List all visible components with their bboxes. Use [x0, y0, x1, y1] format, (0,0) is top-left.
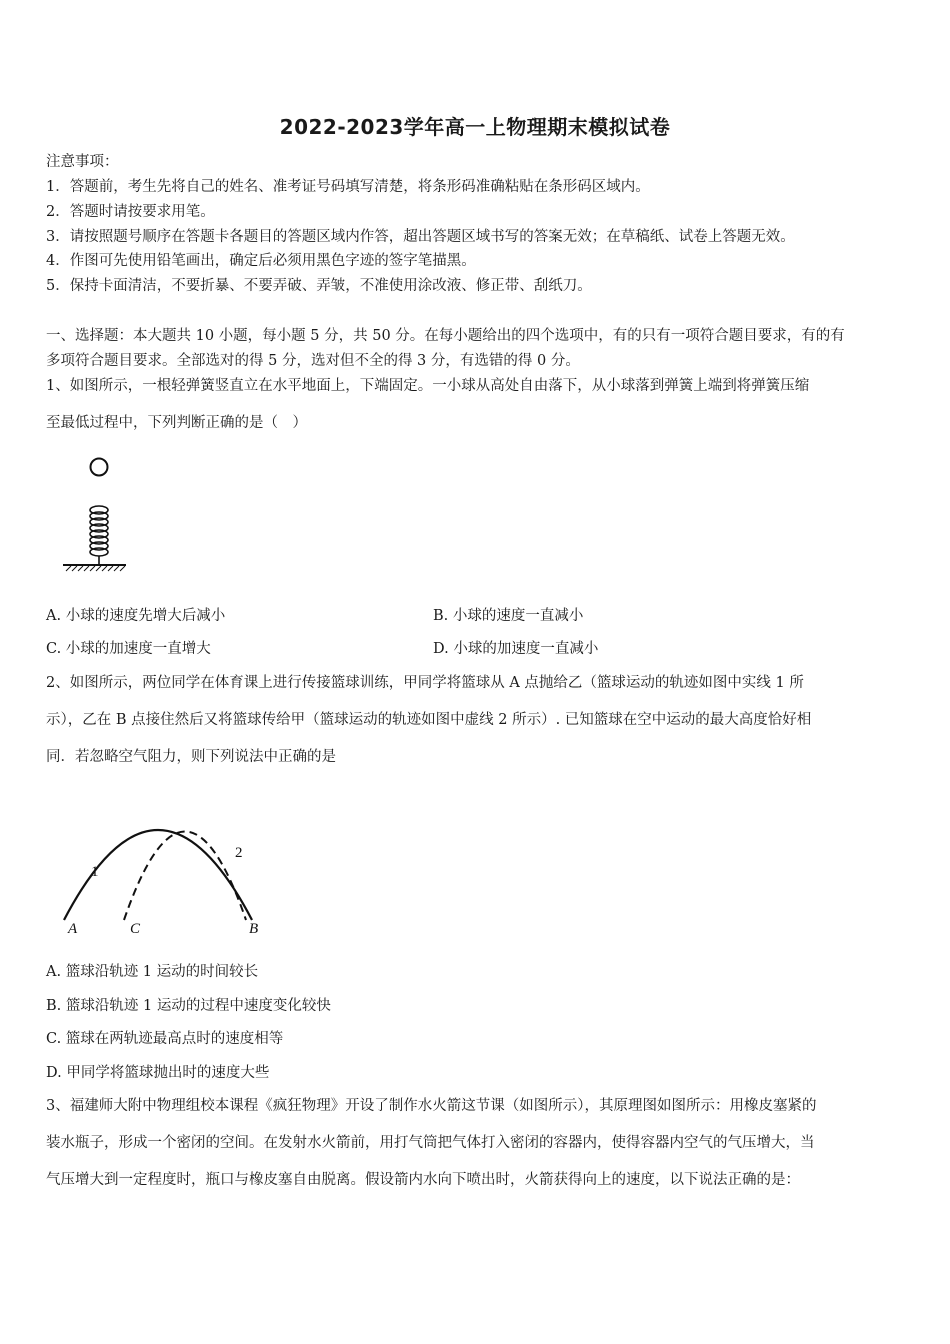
point-b-label: B: [249, 921, 259, 937]
ground-icon: [63, 565, 126, 571]
question-2-stem: 2、如图所示，两位同学在体育课上进行传接篮球训练，甲同学将篮球从 A 点抛给乙（篮球运动的轨迹如图中实线 1 所: [46, 675, 804, 691]
notice-item: 3．请按照题号顺序在答题卡各题目的答题区域内作答，超出答题区域书写的答案无效；在草稿纸、试卷上答题无效。: [46, 229, 795, 245]
question-1-stem: 1、如图所示，一根轻弹簧竖直立在水平地面上，下端固定。一小球从高处自由落下，从小球落到弹簧上端到将弹簧压缩: [46, 378, 810, 394]
question-3-stem: 装水瓶子，形成一个密闭的空间。在发射水火箭前，用打气筒把气体打入密闭的容器内，使得容器内空气的气压增大，当: [46, 1135, 815, 1151]
point-c-label: C: [130, 921, 141, 937]
trajectory-2-dashed: [124, 832, 246, 921]
option-a: A. 篮球沿轨迹 1 运动的时间较长: [46, 964, 259, 980]
option-b: B. 篮球沿轨迹 1 运动的过程中速度变化较快: [46, 998, 331, 1014]
option-d: D. 甲同学将篮球抛出时的速度大些: [46, 1065, 270, 1081]
option-c: C. 小球的加速度一直增大: [46, 641, 211, 657]
ball-icon: [91, 459, 108, 476]
point-a-label: A: [68, 921, 78, 937]
notice-heading: 注意事项：: [46, 154, 119, 170]
option-a: A. 小球的速度先增大后减小: [46, 608, 226, 624]
question-1-stem: 至最低过程中，下列判断正确的是（ ）: [46, 415, 307, 431]
option-b: B. 小球的速度一直减小: [433, 608, 584, 624]
notice-item: 5．保持卡面清洁，不要折暴、不要弄破、弄皱，不准使用涂改液、修正带、刮纸刀。: [46, 278, 592, 294]
trajectory-figure: [55, 775, 275, 940]
spring-ball-figure: [60, 452, 150, 582]
question-3-stem: 气压增大到一定程度时，瓶口与橡皮塞自由脱离。假设箭内水向下喷出时，火箭获得向上的速度，以下说法正确的是：: [46, 1172, 800, 1188]
question-3-stem: 3、福建师大附中物理组校本课程《疯狂物理》开设了制作水火箭这节课（如图所示），其原理图如图所示：用橡皮塞紧的: [46, 1098, 817, 1114]
section-intro: 一、选择题：本大题共 10 小题，每小题 5 分，共 50 分。在每小题给出的四个选项中，有的只有一项符合题目要求，有的有: [46, 328, 845, 344]
trajectory-2-label: 2: [235, 845, 243, 861]
option-d: D. 小球的加速度一直减小: [433, 641, 599, 657]
question-2-stem: 示），乙在 B 点接住然后又将篮球传给甲（篮球运动的轨迹如图中虚线 2 所示）. 已知篮球在空中运动的最大高度恰好相: [46, 712, 812, 728]
notice-item: 1．答题前，考生先将自己的姓名、准考证号码填写清楚，将条形码准确粘贴在条形码区域内。: [46, 179, 650, 195]
page-title: 2022-2023学年高一上物理期末模拟试卷: [279, 115, 671, 139]
option-c: C. 篮球在两轨迹最高点时的速度相等: [46, 1031, 284, 1047]
trajectory-1-label: 1: [91, 864, 99, 880]
spring-icon: [90, 506, 108, 565]
section-intro: 多项符合题目要求。全部选对的得 5 分，选对但不全的得 3 分，有选错的得 0 分。: [46, 353, 580, 369]
notice-item: 4．作图可先使用铅笔画出，确定后必须用黑色字迹的签字笔描黑。: [46, 253, 476, 269]
notice-item: 2．答题时请按要求用笔。: [46, 204, 215, 220]
question-2-stem: 同．若忽略空气阻力，则下列说法中正确的是: [46, 749, 336, 765]
